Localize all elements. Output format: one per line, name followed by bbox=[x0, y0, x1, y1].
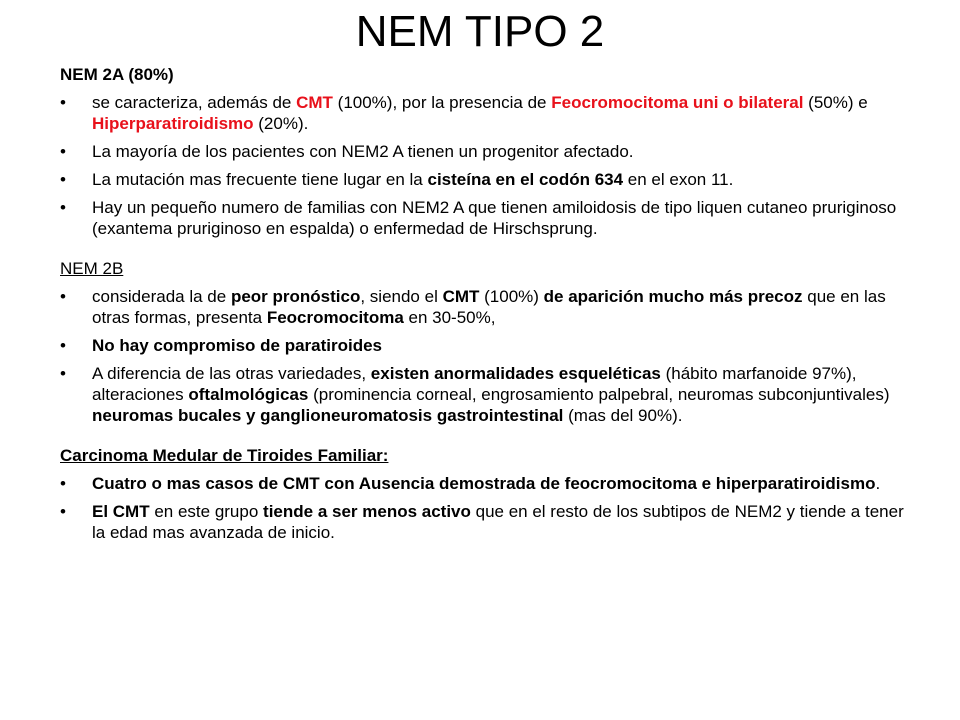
bold-text: oftalmológicas bbox=[188, 385, 309, 404]
section-spacer bbox=[60, 433, 910, 445]
bold-text: neuromas bucales y ganglioneuromatosis gastrointestinal bbox=[92, 406, 564, 425]
list-item: • El CMT en este grupo tiende a ser menos activo que en el resto de los subtipos de NEM2 y tiende a tener la edad mas avanzada de inicio. bbox=[60, 501, 910, 543]
list-item: • Cuatro o mas casos de CMT con Ausencia demostrada de feocromocitoma e hiperparatiroidismo. bbox=[60, 473, 910, 494]
nem-2b-list bbox=[60, 286, 910, 426]
bold-text: peor pronóstico bbox=[230, 287, 361, 306]
bold-text: cisteína en el codón 634 bbox=[427, 170, 624, 189]
bold-text: de aparición mucho más precoz bbox=[543, 287, 803, 306]
slide-content bbox=[60, 64, 910, 550]
section-spacer bbox=[60, 246, 910, 258]
list-item: • considerada la de peor pronóstico, siendo el CMT (100%) de aparición mucho más precoz que en las otras formas, presenta Feocromocitoma en 30-50%, bbox=[60, 286, 910, 328]
list-item: • La mutación mas frecuente tiene lugar en la cisteína en el codón 634 en el exon 11. bbox=[60, 169, 910, 190]
list-item: • Hay un pequeño numero de familias con NEM2 A que tienen amiloidosis de tipo liquen cutaneo pruriginoso (exantema pruriginoso en espalda) o enfermedad de Hirschsprung. bbox=[60, 197, 910, 239]
highlight-text: Feocromocitoma uni o bilateral bbox=[551, 93, 804, 112]
bold-text: Feocromocitoma bbox=[266, 308, 404, 327]
list-item: • La mayoría de los pacientes con NEM2 A tienen un progenitor afectado. bbox=[60, 141, 910, 162]
bold-text: No hay compromiso de paratiroides bbox=[92, 336, 383, 355]
bold-text: tiende a ser menos activo bbox=[263, 502, 471, 521]
bold-text: existen anormalidades esqueléticas bbox=[370, 364, 661, 383]
list-item: • A diferencia de las otras variedades, existen anormalidades esqueléticas (hábito marfanoide 97%), alteraciones oftalmológicas (prominencia corneal, engrosamiento palpebral, neuromas subconjuntivales) neuromas bucales y ganglioneuromatosis gastrointestinal (mas del 90%). bbox=[60, 363, 910, 426]
bold-text: El CMT bbox=[92, 502, 150, 521]
cmtf-list bbox=[60, 473, 910, 543]
bold-text: CMT bbox=[442, 287, 480, 306]
bold-text: Cuatro o mas casos de CMT con Ausencia demostrada de feocromocitoma e hiperparatiroidismo bbox=[92, 474, 876, 493]
list-item bbox=[60, 335, 910, 356]
highlight-text: Hiperparatiroidismo bbox=[92, 114, 254, 133]
section-heading-nem-2a: NEM 2A (80%) bbox=[60, 65, 174, 84]
list-item: • se caracteriza, además de CMT (100%), por la presencia de Feocromocitoma uni o bilateral (50%) e Hiperparatiroidismo (20%). bbox=[60, 92, 910, 134]
section-heading-nem-2b: NEM 2B bbox=[60, 259, 124, 278]
slide-title: NEM TIPO 2 bbox=[355, 7, 605, 56]
nem-2a-list bbox=[60, 92, 910, 239]
highlight-text: CMT bbox=[296, 93, 333, 112]
section-heading-cmtf: Carcinoma Medular de Tiroides Familiar: bbox=[60, 446, 389, 465]
